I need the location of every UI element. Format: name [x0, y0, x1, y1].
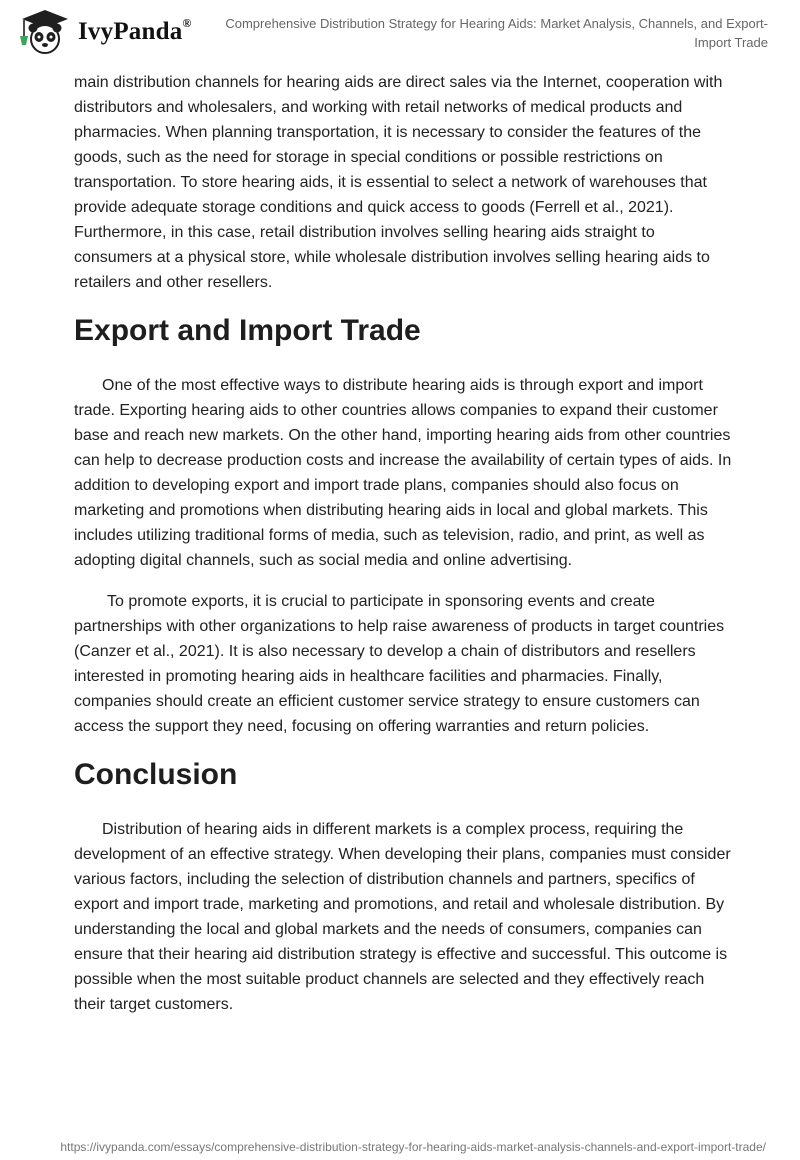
document-title: Comprehensive Distribution Strategy for Hearing Aids: Market Analysis, Channels, and Export-Import Trade — [225, 16, 768, 50]
conclusion-heading: Conclusion — [74, 758, 238, 791]
conclusion-paragraph: Distribution of hearing aids in different markets is a complex process, requiring the development of an effective strategy. When developing their plans, companies must consider various factors, including the selection of distribution channels and partners, specifics of export and import trade, marketing and promotions, and retail and wholesale distribution. By understanding the local and global markets and the needs of consumers, companies can ensure that their hearing aid distribution strategy is effective and successful. This outcome is possible when the most suitable product channels are selected and they effectively reach their target customers. — [74, 821, 731, 1013]
panda-logo-icon — [16, 8, 74, 56]
essay-content — [74, 70, 734, 1033]
export-paragraph-2: To promote exports, it is crucial to participate in sponsoring events and create partnerships with other organizations to help raise awareness of products in target countries (Canzer et al., 2021). It is also necessary to develop a chain of distributors and resellers interested in promoting hearing aids in healthcare facilities and pharmacies. Finally, companies should create an efficient customer service strategy to ensure customers can access the support they need, focusing on offering warranties and return policies. — [74, 593, 725, 735]
export-import-heading: Export and Import Trade — [74, 314, 421, 347]
ivypanda-logo[interactable] — [16, 8, 192, 56]
export-paragraph-1: One of the most effective ways to distribute hearing aids is through export and import trade. Exporting hearing aids to other countries allows companies to expand their customer base and reach new markets. On the other hand, importing hearing aids from other countries can help to decrease production costs and increase the availability of certain types of aids. In addition to developing export and import trade plans, companies should also focus on marketing and promotions when distributing hearing aids in local and global markets. This includes utilizing traditional forms of media, such as television, radio, and print, as well as adopting digital channels, such as social media and online advertising. — [74, 377, 732, 569]
page-header — [0, 0, 800, 62]
source-url[interactable]: https://ivypanda.com/essays/comprehensive-distribution-strategy-for-hearing-aids-market-analysis-channels-and-export-import-trade/ — [60, 1140, 766, 1154]
intro-paragraph: main distribution channels for hearing aids are direct sales via the Internet, cooperation with distributors and wholesalers, and working with retail networks of medical products and pharmacies. When planning transportation, it is necessary to consider the features of the goods, such as the need for storage in special conditions or possible restrictions on transportation. To store hearing aids, it is essential to select a network of warehouses that provide adequate storage conditions and quick access to goods (Ferrell et al., 2021). Furthermore, in this case, retail distribution involves selling hearing aids straight to consumers at a physical store, while wholesale distribution involves selling hearing aids to retailers and other resellers. — [74, 74, 723, 291]
logo-text: IvyPanda® — [78, 16, 192, 45]
